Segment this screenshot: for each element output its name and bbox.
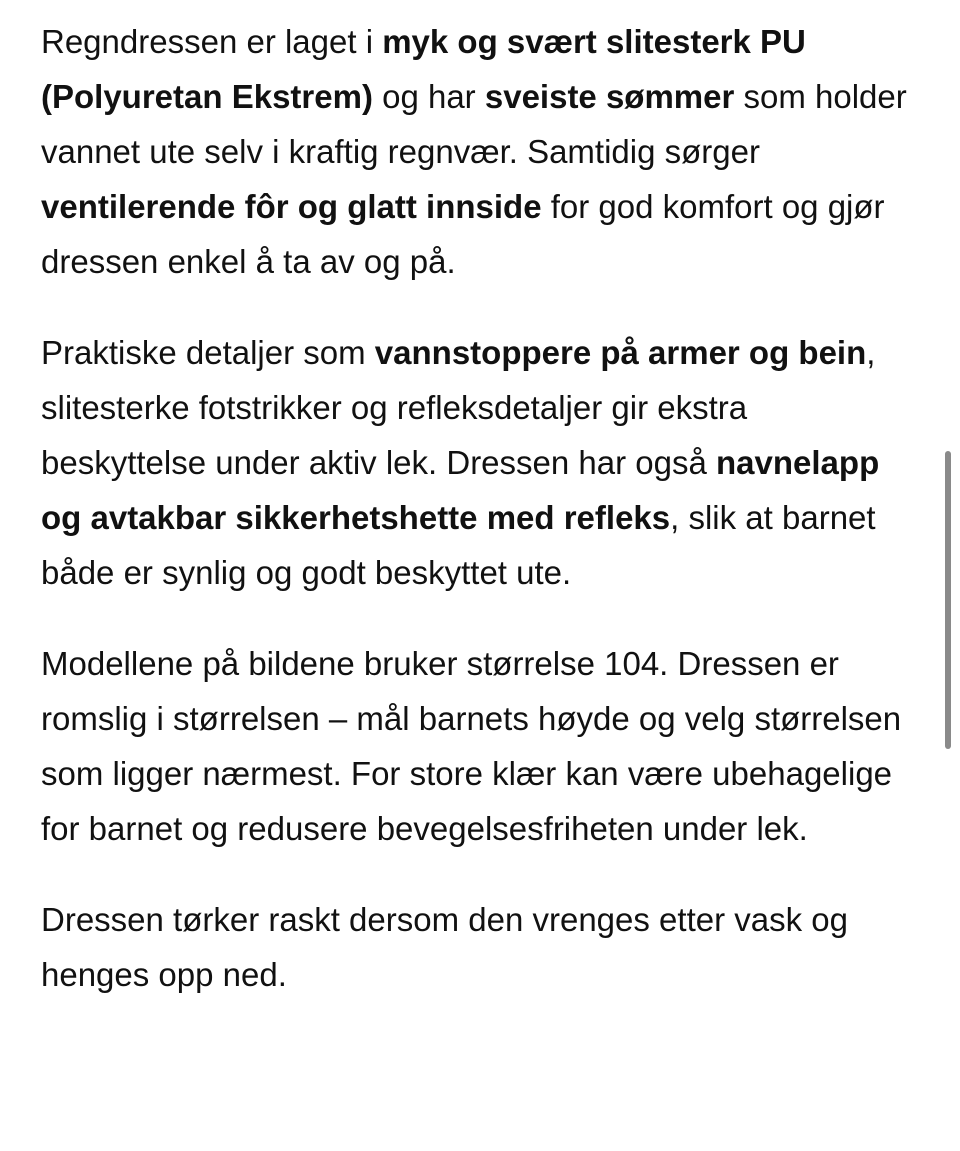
text-segment: for god komfort og gjør dressen enkel å ta av og på. bbox=[41, 188, 885, 280]
bold-text-segment: navnelapp og avtakbar sikkerhetshette med refleks bbox=[41, 444, 880, 536]
text-segment: som holder vannet ute selv i kraftig regnvær. Samtidig sørger bbox=[41, 78, 907, 170]
text-segment: Dressen tørker raskt dersom den vrenges etter vask og henges opp ned. bbox=[41, 901, 848, 993]
product-description bbox=[41, 14, 921, 1038]
paragraph-care bbox=[41, 892, 921, 1002]
bold-text-segment: sveiste sømmer bbox=[484, 78, 735, 115]
bold-text-segment: myk og svært slitesterk PU (Polyuretan Ekstrem) bbox=[41, 23, 806, 115]
paragraph-material bbox=[41, 14, 921, 289]
scrollbar-thumb[interactable] bbox=[945, 451, 951, 749]
bold-text-segment: vannstoppere på armer og bein bbox=[374, 334, 867, 371]
text-segment: , slitesterke fotstrikker og refleksdetaljer gir ekstra beskyttelse under aktiv lek. Dressen har også bbox=[41, 334, 876, 481]
text-segment: , slik at barnet både er synlig og godt beskyttet ute. bbox=[41, 499, 876, 591]
text-segment: Modellene på bildene bruker størrelse 104. Dressen er romslig i størrelsen – mål barnets høyde og velg størrelsen som ligger nærmest. For store klær kan være ubehagelige for barnet og redusere bevegelsesfriheten under lek. bbox=[41, 645, 902, 847]
text-segment: og har bbox=[372, 78, 485, 115]
text-segment: Praktiske detaljer som bbox=[41, 334, 375, 371]
paragraph-sizing bbox=[41, 636, 921, 856]
paragraph-details bbox=[41, 325, 921, 600]
text-segment: Regndressen er laget i bbox=[41, 23, 383, 60]
bold-text-segment: ventilerende fôr og glatt innside bbox=[41, 188, 542, 225]
